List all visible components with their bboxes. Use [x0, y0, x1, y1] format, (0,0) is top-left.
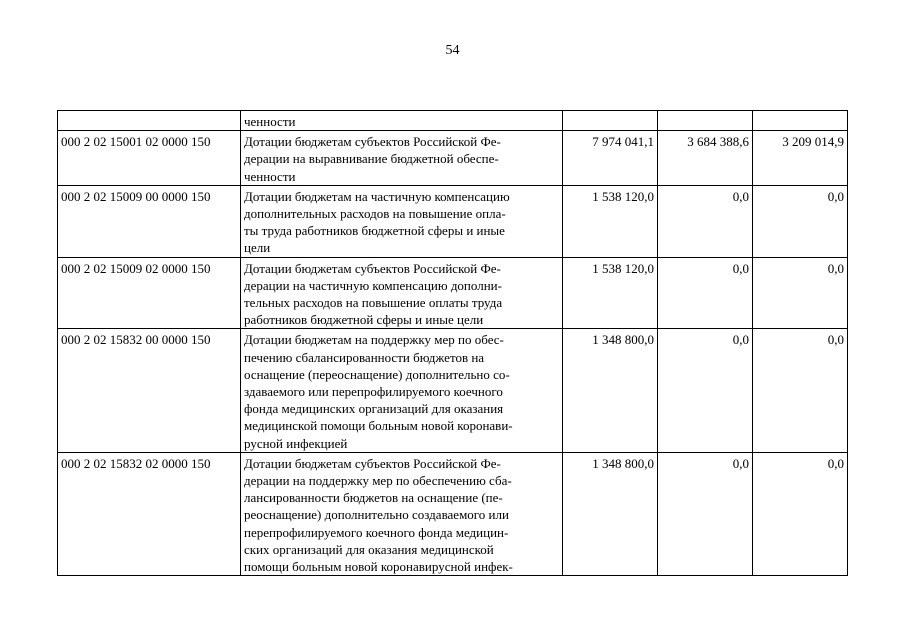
description-line: фонда медицинских организаций для оказания: [244, 401, 504, 417]
description-line: русной инфекцией: [244, 435, 348, 451]
amount-cell-1: 1 538 120,0: [563, 185, 658, 257]
description-line: работников бюджетной сферы и иные цели: [244, 312, 484, 328]
description-line: Дотации бюджетам на поддержку мер по обес-: [244, 332, 504, 348]
description-line: ских организаций для оказания медицинской: [244, 541, 494, 557]
description-line: дерации на выравнивание бюджетной обеспе-: [244, 151, 499, 167]
description-line: печению сбалансированности бюджетов на: [244, 349, 485, 365]
description-cell: [241, 185, 563, 257]
table-row: [58, 329, 848, 452]
amount-cell-1: 1 348 800,0: [563, 452, 658, 575]
amount-cell-2: 0,0: [658, 257, 753, 329]
amount-cell-2: 3 684 388,6: [658, 131, 753, 186]
description-line: дерации на частичную компенсацию дополни-: [244, 277, 502, 293]
description-line: здаваемого или перепрофилируемого коечного: [244, 384, 503, 400]
budget-code-cell: 000 2 02 15009 00 0000 150: [58, 185, 241, 257]
description-line: медицинской помощи больным новой коронави-: [244, 418, 513, 434]
description-line: Дотации бюджетам субъектов Российской Фе-: [244, 260, 501, 276]
amount-cell-1: 7 974 041,1: [563, 131, 658, 186]
description-line: реоснащение) дополнительно создаваемого или: [244, 507, 509, 523]
table-row: [58, 257, 848, 329]
amount-cell-3: [753, 111, 848, 131]
amount-cell-3: 0,0: [753, 452, 848, 575]
description-line: лансированности бюджетов на оснащение (пе-: [244, 490, 503, 506]
budget-code-cell: 000 2 02 15832 00 0000 150: [58, 329, 241, 452]
description-line: Дотации бюджетам на частичную компенсацию: [244, 188, 510, 204]
description-line: Дотации бюджетам субъектов Российской Фе-: [244, 455, 501, 471]
amount-cell-1: [563, 111, 658, 131]
description-line: ты труда работников бюджетной сферы и иные: [244, 223, 505, 239]
description-cell: [241, 257, 563, 329]
description-line: цели: [244, 240, 271, 256]
table-row: [58, 185, 848, 257]
page-number: 54: [445, 43, 460, 58]
budget-table: [57, 110, 848, 576]
amount-cell-3: 0,0: [753, 329, 848, 452]
description-line: перепрофилируемого коечного фонда медицин-: [244, 524, 509, 540]
budget-code-cell: 000 2 02 15009 02 0000 150: [58, 257, 241, 329]
description-line: Дотации бюджетам субъектов Российской Фе-: [244, 134, 501, 150]
table-row: [58, 131, 848, 186]
amount-cell-1: 1 538 120,0: [563, 257, 658, 329]
description-line: ченности: [244, 114, 296, 129]
table-row: [58, 111, 848, 131]
description-cell: [241, 329, 563, 452]
budget-code-cell: [58, 111, 241, 131]
description-line: дополнительных расходов на повышение опла-: [244, 206, 506, 222]
description-line: оснащение (переоснащение) дополнительно со-: [244, 366, 510, 382]
description-line: тельных расходов на повышение оплаты труда: [244, 295, 503, 311]
amount-cell-3: 0,0: [753, 257, 848, 329]
description-cell: [241, 111, 563, 131]
amount-cell-3: 0,0: [753, 185, 848, 257]
budget-table-body: [58, 111, 848, 576]
description-line: помощи больным новой коронавирусной инфек-: [244, 559, 513, 575]
amount-cell-1: 1 348 800,0: [563, 329, 658, 452]
amount-cell-2: [658, 111, 753, 131]
description-cell: [241, 131, 563, 186]
amount-cell-3: 3 209 014,9: [753, 131, 848, 186]
description-cell: [241, 452, 563, 575]
amount-cell-2: 0,0: [658, 185, 753, 257]
budget-code-cell: 000 2 02 15832 02 0000 150: [58, 452, 241, 575]
budget-code-cell: 000 2 02 15001 02 0000 150: [58, 131, 241, 186]
description-line: дерации на поддержку мер по обеспечению сба-: [244, 473, 512, 489]
amount-cell-2: 0,0: [658, 452, 753, 575]
amount-cell-2: 0,0: [658, 329, 753, 452]
table-row: [58, 452, 848, 575]
description-line: ченности: [244, 168, 296, 184]
